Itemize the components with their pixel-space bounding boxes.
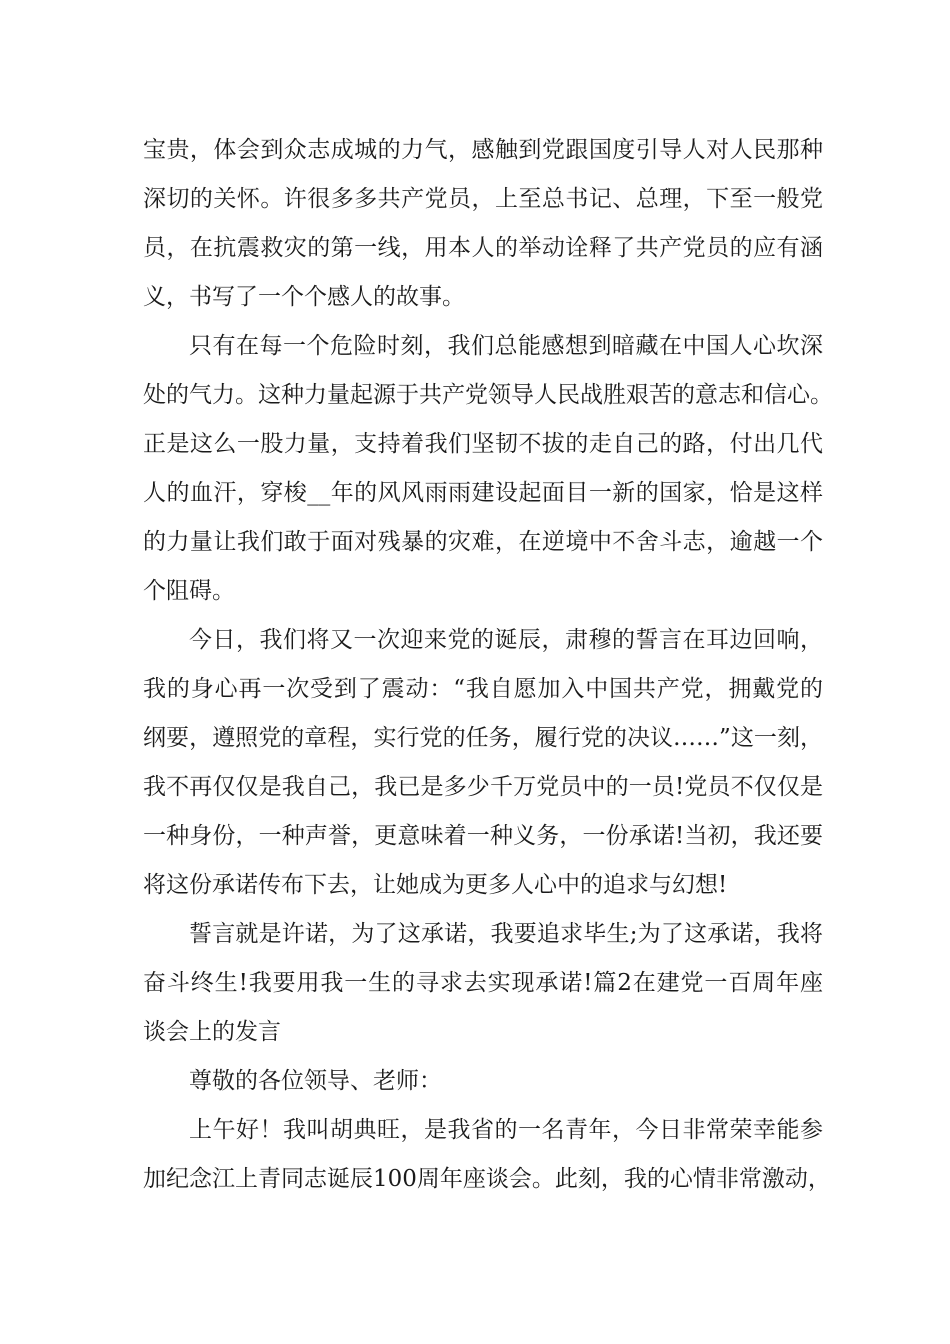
text-line: 义，书写了一个个感人的故事。 (143, 284, 465, 310)
text-line: 个阻碍。 (143, 578, 235, 604)
salutation-line: 尊敬的各位领导、老师： (189, 1068, 442, 1094)
paragraph (143, 126, 823, 322)
text-line: 人的血汗，穿梭__年的风风雨雨建设起面目一新的国家，恰是这样 (143, 480, 823, 506)
text-line: 将这份承诺传布下去，让她成为更多人心中的追求与幻想! (143, 872, 728, 898)
paragraph (143, 910, 823, 1057)
text-line: 我的身心再一次受到了震动：“我自愿加入中国共产党，拥戴党的 (143, 676, 823, 702)
text-line: 今日，我们将又一次迎来党的诞辰，肃穆的誓言在耳边回响， (189, 627, 823, 653)
text-line: 员，在抗震救灾的第一线，用本人的举动诠释了共产党员的应有涵 (143, 235, 823, 261)
text-line: 奋斗终生!我要用我一生的寻求去实现承诺!篇2在建党一百周年座 (143, 970, 823, 996)
text-line: 谈会上的发言 (143, 1019, 281, 1045)
text-line: 正是这么一股力量，支持着我们坚韧不拔的走自己的路，付出几代 (143, 431, 823, 457)
text-line: 我不再仅仅是我自己，我已是多少千万党员中的一员!党员不仅仅是 (143, 774, 823, 800)
paragraph (143, 1106, 831, 1204)
text-line: 纲要，遵照党的章程，实行党的任务，履行党的决议……”这一刻， (143, 725, 823, 751)
paragraph (143, 616, 823, 910)
text-line: 加纪念江上青同志诞辰100周年座谈会。此刻，我的心情非常激动， (143, 1166, 831, 1192)
text-line: 上午好！我叫胡典旺，是我省的一名青年，今日非常荣幸能参 (189, 1117, 823, 1143)
document-body (143, 126, 833, 1204)
text-line: 誓言就是许诺，为了这承诺，我要追求毕生;为了这承诺，我将 (189, 921, 823, 947)
text-line: 处的气力。这种力量起源于共产党领导人民战胜艰苦的意志和信心。 (143, 382, 833, 408)
text-line: 的力量让我们敢于面对残暴的灾难，在逆境中不舍斗志，逾越一个 (143, 529, 823, 555)
text-line: 只有在每一个危险时刻，我们总能感想到暗藏在中国人心坎深 (189, 333, 823, 359)
paragraph (143, 322, 833, 616)
text-line: 深切的关怀。许很多多共产党员，上至总书记、总理，下至一般党 (143, 186, 823, 212)
text-line: 宝贵，体会到众志成城的力气，感触到党跟国度引导人对人民那种 (143, 137, 823, 163)
paragraph (143, 1057, 823, 1106)
text-line: 一种身份，一种声誉，更意味着一种义务，一份承诺!当初，我还要 (143, 823, 823, 849)
